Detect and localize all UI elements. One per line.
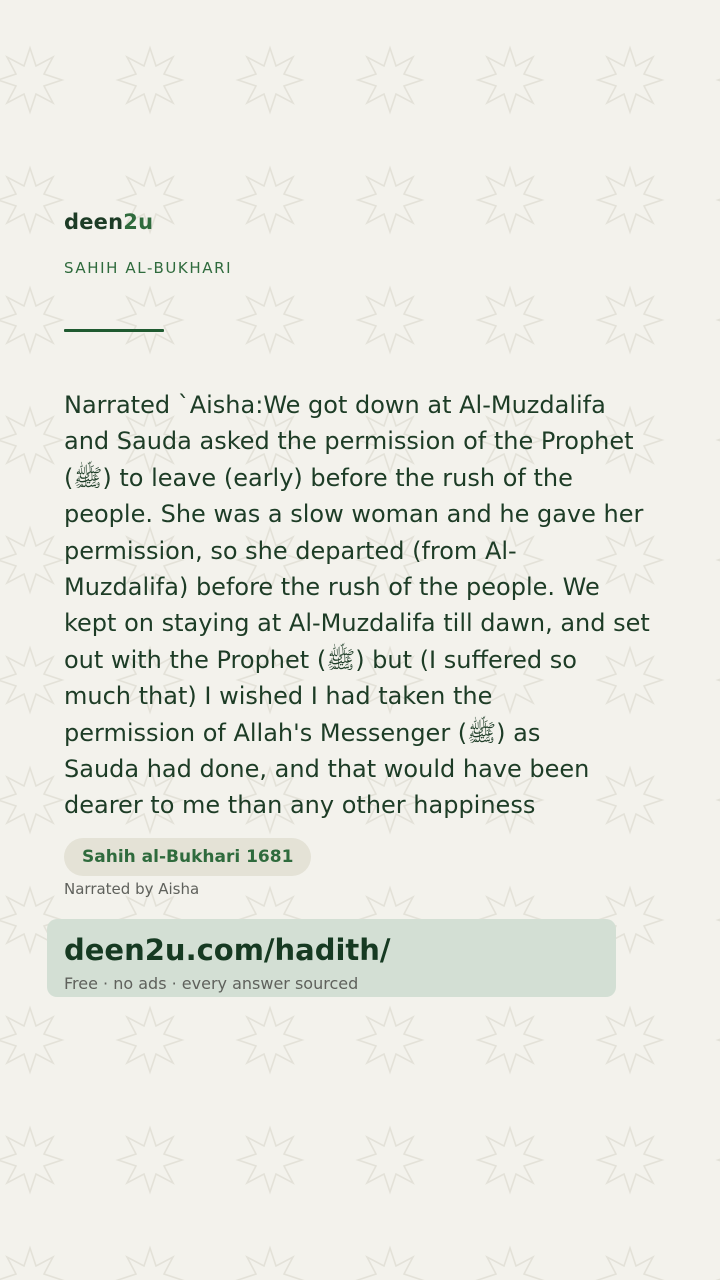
reference-badge: Sahih al-Bukhari 1681 [64,838,311,876]
collection-label: SAHIH AL-BUKHARI [64,259,233,277]
brand-logo [64,210,153,234]
cta-box[interactable] [47,919,616,997]
narrator-line: Narrated by Aisha [64,880,200,898]
divider [64,329,164,332]
cta-url-link[interactable]: deen2u.com/hadith/ [64,933,391,967]
cta-tagline: Free · no ads · every answer sourced [64,974,359,993]
hadith-text: Narrated `Aisha:We got down at Al-Muzdalifa and Sauda asked the permission of the Prophet (ﷺ) to leave (early) before the rush of the people. She was a slow woman and he gave her permission, so she departed (from Al- Muzdalifa) before the rush of the people. We kept on staying at Al-Muzdalifa till dawn, and set out with the Prophet (ﷺ) but (I suffered so much that) I wished I had taken the permission of Allah's Messenger (ﷺ) as Sauda had done, and that would have been dearer to me than any other happiness [64,391,650,820]
brand-name-main: deen [64,210,124,234]
brand-name-accent: 2u [123,210,154,234]
